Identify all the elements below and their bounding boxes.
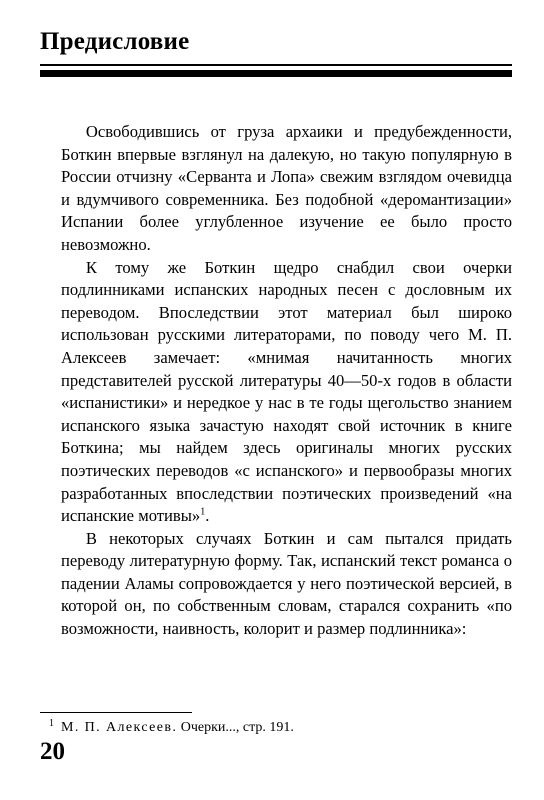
footnote-author: М. П. Алексеев.	[61, 720, 178, 735]
section-title: Предисловие	[40, 28, 190, 55]
header-rule-thin	[40, 64, 512, 66]
footnote-text: Очерки..., стр. 191.	[177, 720, 294, 735]
footnote-ref[interactable]: 1	[200, 506, 206, 518]
header-rule-thick	[40, 70, 512, 77]
paragraph-2	[61, 257, 512, 528]
paragraph-1	[61, 121, 512, 257]
footnote	[49, 718, 512, 737]
footnote-number: 1	[49, 718, 54, 729]
paragraph-2-text: К тому же Боткин щедро снабдил свои очерки подлинниками испанских народных песен с дословным их переводом. Впоследствии этот материал был широко использован русскими литераторами, по поводу чего М. П. Алексеев замечает: «мнимая начитанность многих представителей русской литературы 40—50-х годов в области «испанистики» и нередкое у нас в те годы щегольство знанием испанского языка зачастую находят свой источник в книге Боткина; мы найдем здесь оригиналы многих русских поэтических переводов «с испанского» и первообразы многих разработанных впоследствии поэтических произведений «на испанские мотивы»	[61, 257, 512, 526]
paragraph-2-suffix: .	[205, 506, 210, 526]
page-number: 20	[40, 738, 65, 765]
paragraph-3	[61, 528, 512, 641]
body-text	[61, 121, 512, 641]
paragraph-1-text: Освободившись от груза архаики и предубежденности, Боткин впервые взглянул на далекую, но такую популярную в России отчизну «Серванта и Лопа» свежим взглядом очевидца и вдумчивого современника. Без подобной «деромантизации» Испании более углубленное изучение ее было просто невозможно.	[61, 122, 512, 254]
paragraph-3-text: В некоторых случаях Боткин и сам пытался придать переводу литературную форму. Так, испанский текст романса о падении Аламы сопровождается у него поэтической версией, в которой он, по собственным словам, старался сохранить «по возможности, наивность, колорит и размер подлинника»:	[61, 528, 512, 639]
footnote-rule	[40, 712, 192, 713]
